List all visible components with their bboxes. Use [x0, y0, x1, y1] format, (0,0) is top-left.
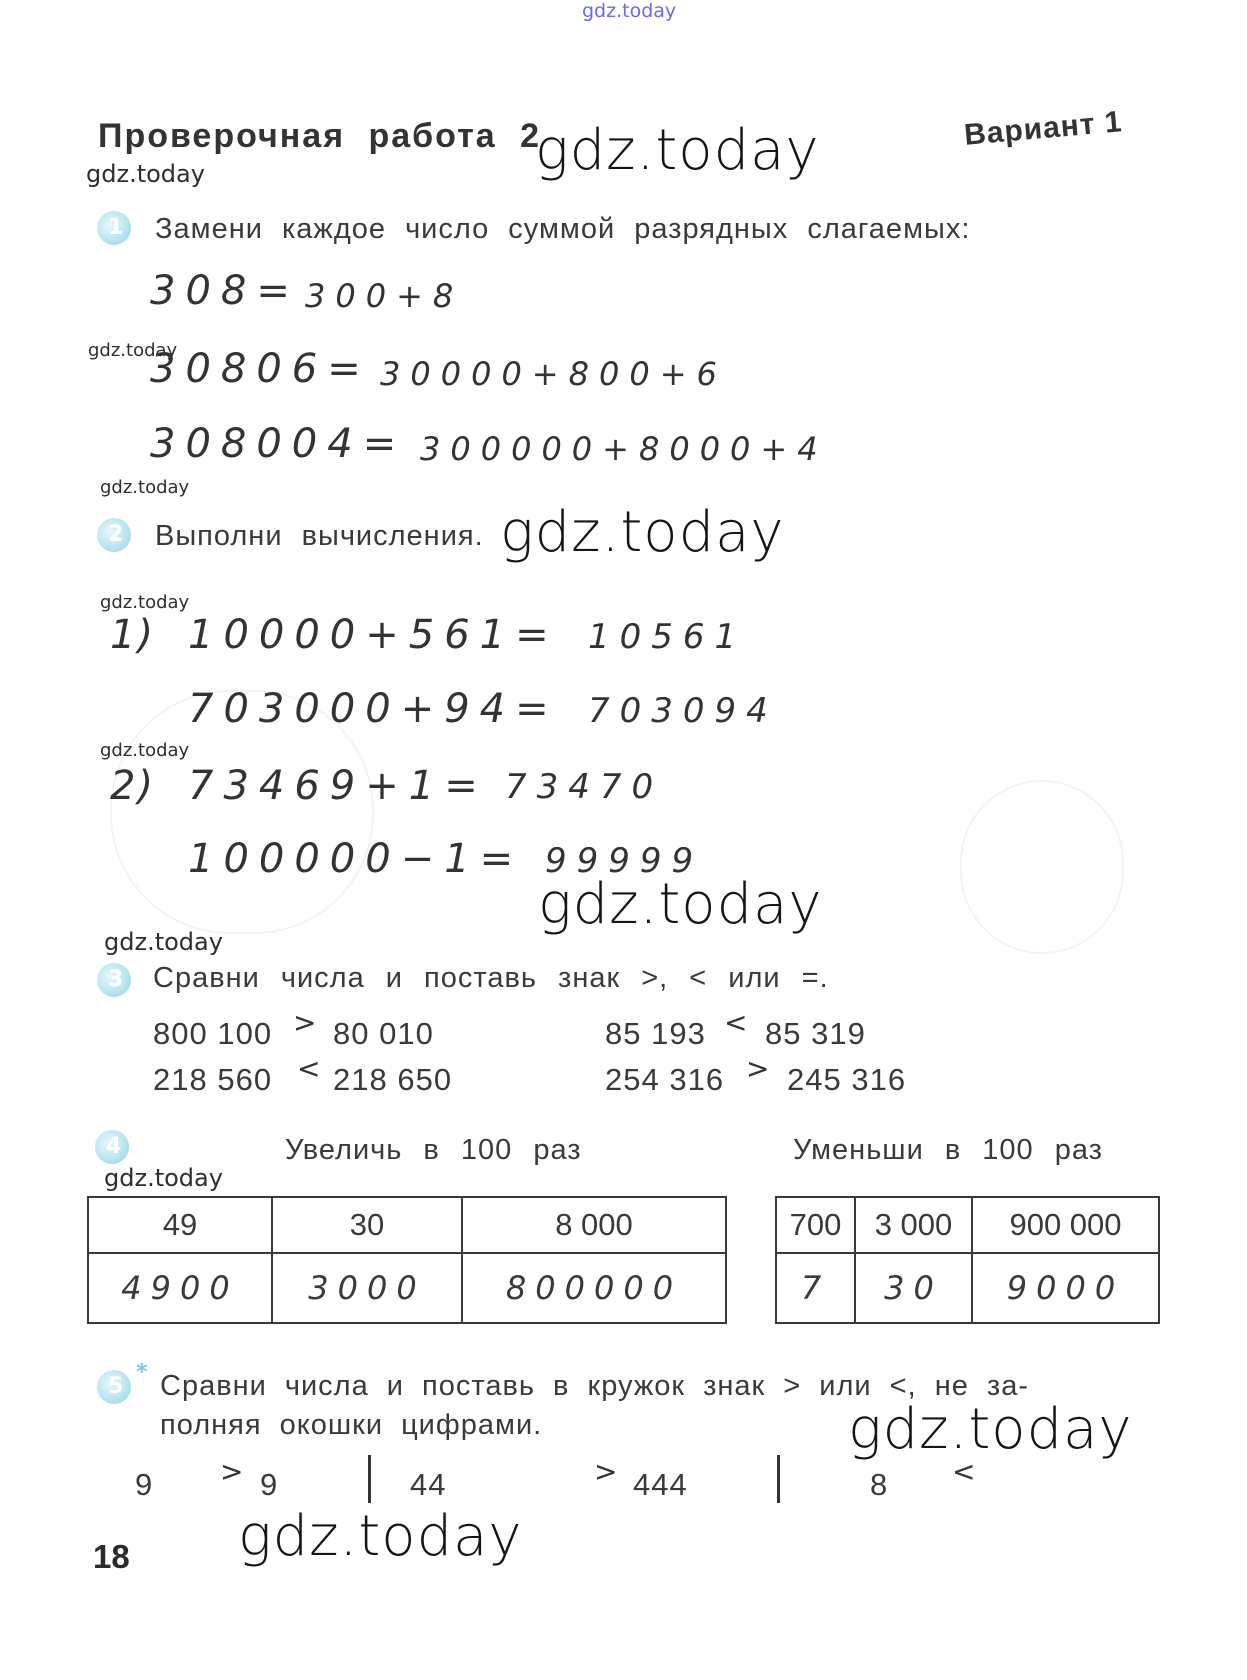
top-watermark: gdz.today	[582, 0, 677, 22]
table-title-decrease: Уменьши в 100 раз	[793, 1134, 1103, 1166]
table-cell-value: 30	[272, 1197, 462, 1253]
compare-sign: <	[724, 1006, 758, 1039]
handwritten-answer: 703094	[588, 691, 778, 731]
table-cell-answer: 9000	[972, 1253, 1159, 1323]
task-number-marker	[97, 518, 131, 552]
page-number: 18	[93, 1538, 130, 1575]
compare-left: 8	[870, 1467, 889, 1502]
column-separator	[777, 1455, 780, 1503]
handwritten-answer: 300000+8000+4	[420, 430, 828, 468]
handwritten-number: 308004=	[150, 421, 407, 467]
handwritten-answer: 300+8	[305, 277, 464, 315]
handwritten-number: 308=	[150, 268, 300, 314]
background-ghost-shape	[960, 780, 1124, 954]
task-prompt: Сравни числа и поставь в кружок знак > или <, не за-	[160, 1370, 1029, 1402]
increase-table	[87, 1196, 727, 1324]
handwritten-answer: 99999	[545, 841, 704, 881]
task-prompt: Выполни вычисления.	[155, 520, 484, 552]
handwritten-answer: 30000+800+6	[380, 355, 727, 393]
table-cell-answer: 4900	[88, 1253, 272, 1323]
watermark-small: gdz.today	[100, 740, 190, 761]
page-title: Проверочная работа 2	[98, 117, 542, 155]
handwritten-answer: 10561	[588, 617, 747, 657]
table-cell-value: 900 000	[972, 1197, 1159, 1253]
handwritten-expression: 10000+561=	[188, 612, 559, 658]
watermark-small: gdz.today	[100, 477, 190, 498]
watermark-small: gdz.today	[100, 592, 190, 613]
compare-sign: <	[297, 1052, 331, 1085]
watermark: gdz.today	[500, 500, 785, 565]
task-number-marker	[97, 211, 131, 245]
compare-left: 9	[135, 1467, 154, 1502]
compare-sign: >	[220, 1455, 254, 1488]
star-mark: *	[136, 1360, 148, 1385]
table-title-increase: Увеличь в 100 раз	[285, 1134, 582, 1166]
task-number: 3	[108, 967, 124, 992]
task-number-marker	[95, 1130, 129, 1164]
task-number: 2	[108, 522, 124, 547]
table-cell-value: 3 000	[855, 1197, 972, 1253]
table-cell-answer: 800000	[462, 1253, 726, 1323]
compare-sign: >	[746, 1052, 780, 1085]
task-prompt-continued: полняя окошки цифрами.	[160, 1409, 543, 1441]
table-cell-answer: 7	[776, 1253, 855, 1323]
compare-sign: >	[293, 1006, 327, 1039]
task-number-marker	[97, 963, 131, 997]
table-cell-answer: 30	[855, 1253, 972, 1323]
column-separator	[368, 1455, 371, 1503]
compare-left: 800 100	[153, 1016, 273, 1051]
compare-right: 80 010	[333, 1016, 434, 1051]
line-label: 2)	[110, 763, 156, 809]
task-number: 1	[108, 215, 124, 240]
compare-left: 85 193	[605, 1016, 706, 1051]
handwritten-expression: 100000−1=	[188, 836, 524, 882]
task-prompt: Замени каждое число суммой разрядных слагаемых:	[155, 213, 971, 245]
watermark-small: gdz.today	[88, 340, 178, 361]
compare-left: 254 316	[605, 1062, 725, 1097]
table-cell-answer: 3000	[272, 1253, 462, 1323]
compare-sign: <	[952, 1455, 986, 1488]
handwritten-expression: 703000+94=	[188, 686, 559, 732]
handwritten-number: 30806=	[150, 346, 371, 392]
task-prompt: Сравни числа и поставь знак >, < или =.	[153, 962, 829, 994]
table-cell-value: 49	[88, 1197, 272, 1253]
compare-right: 9	[260, 1467, 279, 1502]
variant-label: Вариант 1	[962, 105, 1124, 152]
compare-right: 245 316	[787, 1062, 907, 1097]
watermark: gdz.today	[848, 1397, 1133, 1462]
compare-sign: >	[594, 1455, 628, 1488]
watermark: gdz.today	[535, 118, 820, 183]
compare-left: 218 560	[153, 1062, 273, 1097]
line-label: 1)	[110, 612, 156, 658]
compare-right: 444	[633, 1467, 688, 1502]
compare-right: 218 650	[333, 1062, 453, 1097]
watermark: gdz.today	[238, 1504, 523, 1569]
task-number: 5	[108, 1374, 124, 1399]
task-number-marker	[97, 1370, 131, 1404]
watermark-small: gdz.today	[104, 928, 223, 956]
handwritten-answer: 73470	[505, 767, 664, 807]
watermark-small: gdz.today	[86, 160, 205, 188]
watermark-small: gdz.today	[104, 1164, 223, 1192]
decrease-table	[775, 1196, 1160, 1324]
table-cell-value: 8 000	[462, 1197, 726, 1253]
watermark: gdz.today	[538, 872, 823, 937]
table-cell-value: 700	[776, 1197, 855, 1253]
handwritten-expression: 73469+1=	[188, 763, 488, 809]
compare-right: 85 319	[765, 1016, 866, 1051]
compare-left: 44	[410, 1467, 447, 1502]
task-number: 4	[106, 1134, 122, 1159]
